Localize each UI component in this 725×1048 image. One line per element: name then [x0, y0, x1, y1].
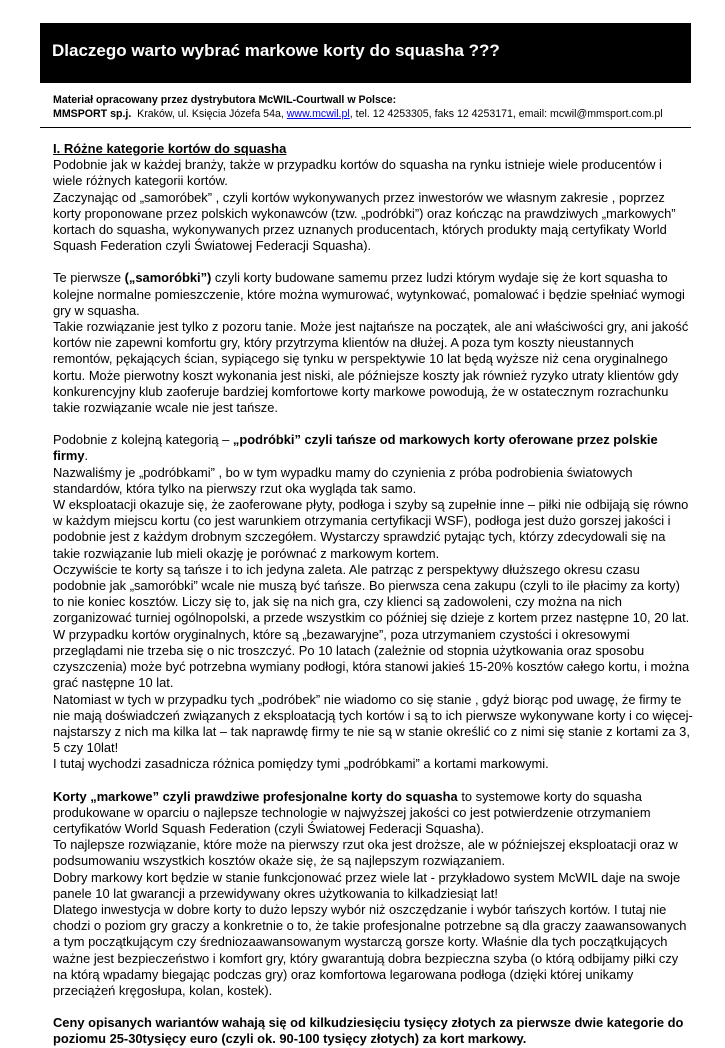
- paragraph: Te pierwsze („samoróbki”) czyli korty budowane samemu przez ludzi którym wydaje się że kort squasha to kolejne normalne pomieszczenie, które można wymurować, wytynkować, pomalować i będzie spełniać wymogi gry w squasha.: [53, 270, 685, 318]
- paragraph: To najlepsze rozwiązanie, które może na pierwszy rzut oka jest droższe, ale w późniejszej eksploatacji oraz w podsumowaniu wszystkich kosztów okaże się, że są najlepszym rozwiązaniem.: [53, 837, 678, 869]
- paragraph: Takie rozwiązanie jest tylko z pozoru tanie. Może jest najtańsze na początek, ale ani właściwości gry, ani jakość kortów nie zapewni komfortu gry, który przytrzyma klientów na dłużej. A poza tym koszty nieustannych remontów, pękających ścian, sypiącego się tynku w perspektywie 10 lat będą wyższe niż cena oryginalnego kortu. Może pierwotny koszt wykonania jest niski, ale późniejsze koszty jak również ryzyko utraty klientów gdy konkurencyjny klub zaoferuje bardziej komfortowe korty markowe powodują, że w ostatecznym rozrachunku takie rozwiązanie wcale nie jest tańsze.: [53, 319, 689, 416]
- company-name: MMSPORT sp.j.: [53, 108, 132, 120]
- paragraph: Zaczynając od „samoróbek” , czyli kortów wykonywanych przez inwestorów we własnym zakresie , poprzez korty proponowane przez polskich wykonawców (tzw. „podróbki”) oraz kończąc na prawdziwych „markowych” kortach do squasha, wykonywanych przez uznanych producentach, których produkty mają certyfikaty World Squash Federation czyli Światowej Federacji Squasha).: [53, 189, 676, 254]
- section-title: I. Różne kategorie kortów do squasha: [53, 141, 287, 156]
- contact-details: , tel. 12 4253305, faks 12 4253171, email: mcwil@mmsport.com.pl: [349, 108, 663, 120]
- paragraph: Nazwaliśmy je „podróbkami” , bo w tym wypadku mamy do czynienia z próba podrobienia światowych standardów, która tylko na pierwszy rzut oka wygląda tak samo.: [53, 464, 633, 496]
- title-banner: [40, 23, 691, 83]
- address: Kraków, ul. Księcia Józefa 54a,: [137, 108, 284, 120]
- website-link[interactable]: www.mcwil.pl: [286, 108, 350, 120]
- price-summary: Ceny opisanych wariantów wahają się od kilkudziesięciu tysięcy złotych za pierwsze dwie kategorie do poziomu 25-30tysięcy euro (czyli ok. 90-100 tysięcy złotych) za kort markowy.: [53, 1015, 684, 1047]
- contact-line: [53, 107, 693, 121]
- paragraph: Dobry markowy kort będzie w stanie funkcjonować przez wiele lat - przykładowo system McWIL daje na swoje panele 10 lat gwarancji a przewidywany okres użytkowania to kilkadziesiąt lat!: [53, 869, 681, 901]
- bold-term: („samoróbki”): [124, 270, 212, 286]
- divider: [40, 127, 691, 128]
- source-info: [53, 93, 693, 121]
- paragraph: Oczywiście te korty są tańsze i to ich jedyna zaleta. Ale patrząc z perspektywy dłuższego okresu czasu podobnie jak „samoróbki” wcale nie muszą być tańsze. Bo pierwsza cena zakupu (czyli to ile płacimy za korty) to nie koniec kosztów. Liczy się to, jak się na nich gra, czy klienci są zadowoleni, czy można na nich zorganizować turniej ogólnopolski, a przede wszystkim co później się dzieje z kortem przez następne 10, 20 lat. W przypadku kortów oryginalnych, które są „bezawaryjne”, poza utrzymaniem czystości i okresowymi przeglądami nie trzeba się o nic troszczyć. Po 10 latach (zależnie od stopnia użytkowania oraz sposobu czyszczenia) może być potrzebna wymiany podłogi, która stanowi jakieś 15-20% kosztów całego kortu, i można grać następne 10 lat.: [53, 561, 690, 691]
- page-title: Dlaczego warto wybrać markowe korty do squasha ???: [52, 41, 500, 60]
- paragraph: Dlatego inwestycja w dobre korty to dużo lepszy wybór niż oszczędzanie i wybór tańszych kortów. I tutaj nie chodzi o poziom gry graczy a konkretnie o to, że takie profesjonalne potrzebne są dla graczy zaawansowanych a tym początkującym czy średniozaawansowanym wystarczą gorsze korty. Właśnie dla tych początkujących ważne jest bezpieczeństwo i komfort gry, który gwarantują dobra bezpieczna szyba (o którą odbijamy piłki czy na którą wpadamy biegając podczas gry) oraz komfortowa legarowana podłoga (dzięki której unikamy przeciążeń kręgosłupa, kolan, kostek).: [53, 901, 687, 998]
- bold-term: „podróbki” czyli tańsze od markowych korty oferowane przez polskie firmy: [53, 432, 658, 464]
- paragraph: Natomiast w tych w przypadku tych „podróbek” nie wiadomo co się stanie , gdyż biorąc pod uwagę, że firmy te nie mają doświadczeń związanych z eksploatacją tych kortów i są to ich pierwsze wykonywane korty i co więcej-najstarszy z nich ma kilka lat – tak naprawdę firmy te nie są w stanie określić co z nimi się stanie z kortami za 3, 5 czy 10lat!: [53, 691, 693, 756]
- paragraph: Podobnie z kolejną kategorią – „podróbki” czyli tańsze od markowych korty oferowane przez polskie firmy.: [53, 432, 658, 464]
- paragraph: Podobnie jak w każdej branży, także w przypadku kortów do squasha na rynku istnieje wiele producentów i wiele różnych kategorii kortów.: [53, 157, 662, 189]
- paragraph: I tutaj wychodzi zasadnicza różnica pomiędzy tymi „podróbkami” a kortami markowymi.: [53, 756, 549, 772]
- paragraph: Korty „markowe” czyli prawdziwe profesjonalne korty do squasha to systemowe korty do squasha produkowane w oparciu o najlepsze technologie w najwyższej jakości co jest potwierdzenie otrzymaniem certyfikatów World Squash Federation (czyli Światowej Federacji Squasha).: [53, 788, 651, 836]
- paragraph: W eksploatacji okazuje się, że zaoferowane płyty, podłoga i szyby są zupełnie inne – piłki nie odbijają się równo w każdym miejscu kortu (co jest warunkiem otrzymania certyfikacji WSF), podłoga jest dużo gorszej jakości i podobnie jest z każdym drobnym szczegółem. Wystarczy sprawdzić pytając tych, którzy zdecydowali się na takie rozwiązanie lub mieli okazję je porównać z markowym kortem.: [53, 497, 689, 561]
- bold-term: Korty „markowe” czyli prawdziwe profesjonalne korty do squasha: [53, 788, 458, 804]
- source-line: Materiał opracowany przez dystrybutora McWIL-Courtwall w Polsce:: [53, 94, 397, 106]
- article-body: [53, 141, 693, 1048]
